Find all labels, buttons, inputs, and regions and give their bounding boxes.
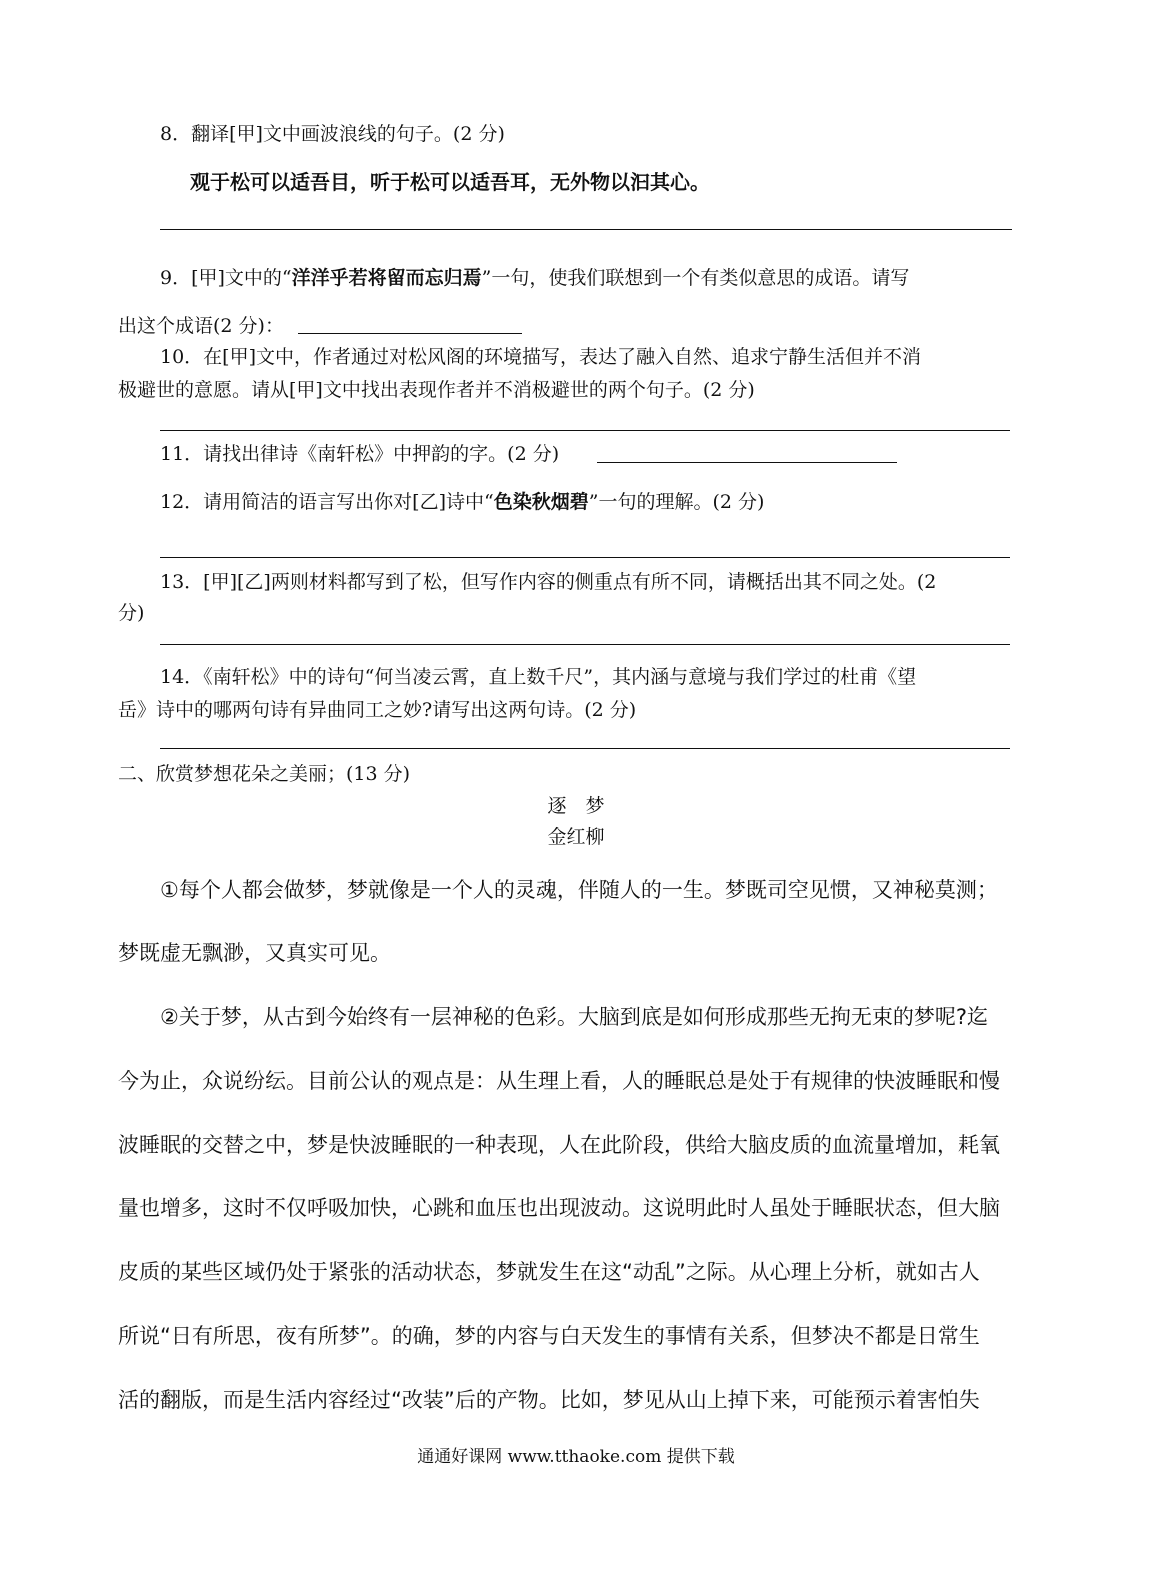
q10-line2: 极避世的意愿。请从[甲]文中找出表现作者并不消极避世的两个句子。(2 分) (118, 379, 755, 401)
article-title: 逐 梦 (547, 795, 605, 817)
q12-pre: 12．请用简洁的语言写出你对[乙]诗中“ (160, 491, 494, 513)
q10-answer-line[interactable] (160, 430, 1010, 431)
q8-prompt: 8．翻译[甲]文中画波浪线的句子。(2 分) (160, 123, 505, 145)
q10-line1: 10．在[甲]文中，作者通过对松风阁的环境描写，表达了融入自然、追求宁静生活但并不消 (160, 346, 922, 368)
q14-line1: 14．《南轩松》中的诗句“何当凌云霄，直上数千尺”，其内涵与意境与我们学过的杜甫《望 (160, 666, 917, 688)
p2-line4: 量也增多，这时不仅呼吸加快，心跳和血压也出现波动。这说明此时人虽处于睡眠状态，但大脑 (118, 1196, 1000, 1220)
q13-line2: 分) (118, 602, 145, 624)
p2-line3: 波睡眠的交替之中，梦是快波睡眠的一种表现，人在此阶段，供给大脑皮质的血流量增加，耗氧 (118, 1133, 1000, 1157)
p2-line2: 今为止，众说纷纭。目前公认的观点是：从生理上看，人的睡眠总是处于有规律的快波睡眠和慢 (118, 1069, 1000, 1093)
q9-line1 (160, 266, 909, 290)
p2-line1: ②关于梦，从古到今始终有一层神秘的色彩。大脑到底是如何形成那些无拘无束的梦呢?迄 (160, 1005, 988, 1029)
q9-line2: 出这个成语(2 分)： (118, 315, 284, 337)
q8-sentence: 观于松可以适吾目，听于松可以适吾耳，无外物以汩其心。 (190, 170, 710, 194)
q14-line2: 岳》诗中的哪两句诗有异曲同工之妙?请写出这两句诗。(2 分) (118, 699, 637, 721)
q11-prompt: 11．请找出律诗《南轩松》中押韵的字。(2 分) (160, 443, 560, 465)
q9-answer-line[interactable] (298, 333, 522, 334)
q13-line1: 13．[甲][乙]两则材料都写到了松，但写作内容的侧重点有所不同，请概括出其不同之处。(2 (160, 571, 937, 593)
q13-answer-line[interactable] (160, 644, 1010, 645)
p1-line1: ①每个人都会做梦，梦就像是一个人的灵魂，伴随人的一生。梦既司空见惯，又神秘莫测； (160, 878, 998, 902)
p2-line5: 皮质的某些区域仍处于紧张的活动状态，梦就发生在这“动乱”之际。从心理上分析，就如古人 (118, 1260, 980, 1284)
q12-answer-line[interactable] (160, 557, 1010, 558)
article-author: 金红柳 (547, 826, 605, 848)
q9-line1-pre: 9．[甲]文中的“ (160, 267, 292, 289)
p2-line7: 活的翻版，而是生活内容经过“改装”后的产物。比如，梦见从山上掉下来，可能预示着害怕失 (118, 1388, 980, 1412)
page-footer: 通通好课网 www.tthaoke.com 提供下载 (417, 1447, 735, 1467)
q14-answer-line[interactable] (160, 748, 1010, 749)
q11-answer-line[interactable] (597, 462, 897, 463)
q9-quote: 洋洋乎若将留而忘归焉 (291, 267, 482, 289)
q8-answer-line[interactable] (160, 229, 1012, 230)
p2-line6: 所说“日有所思，夜有所梦”。的确，梦的内容与白天发生的事情有关系，但梦决不都是日常生 (118, 1324, 980, 1348)
q12-prompt (160, 490, 764, 514)
q12-post: ”一句的理解。(2 分) (588, 491, 765, 513)
section2-heading: 二、欣赏梦想花朵之美丽；(13 分) (118, 763, 411, 785)
q9-line1-post: ”一句，使我们联想到一个有类似意思的成语。请写 (481, 267, 910, 289)
p1-line2: 梦既虚无飘渺，又真实可见。 (118, 941, 391, 965)
q12-quote: 色染秋烟碧 (493, 491, 589, 513)
